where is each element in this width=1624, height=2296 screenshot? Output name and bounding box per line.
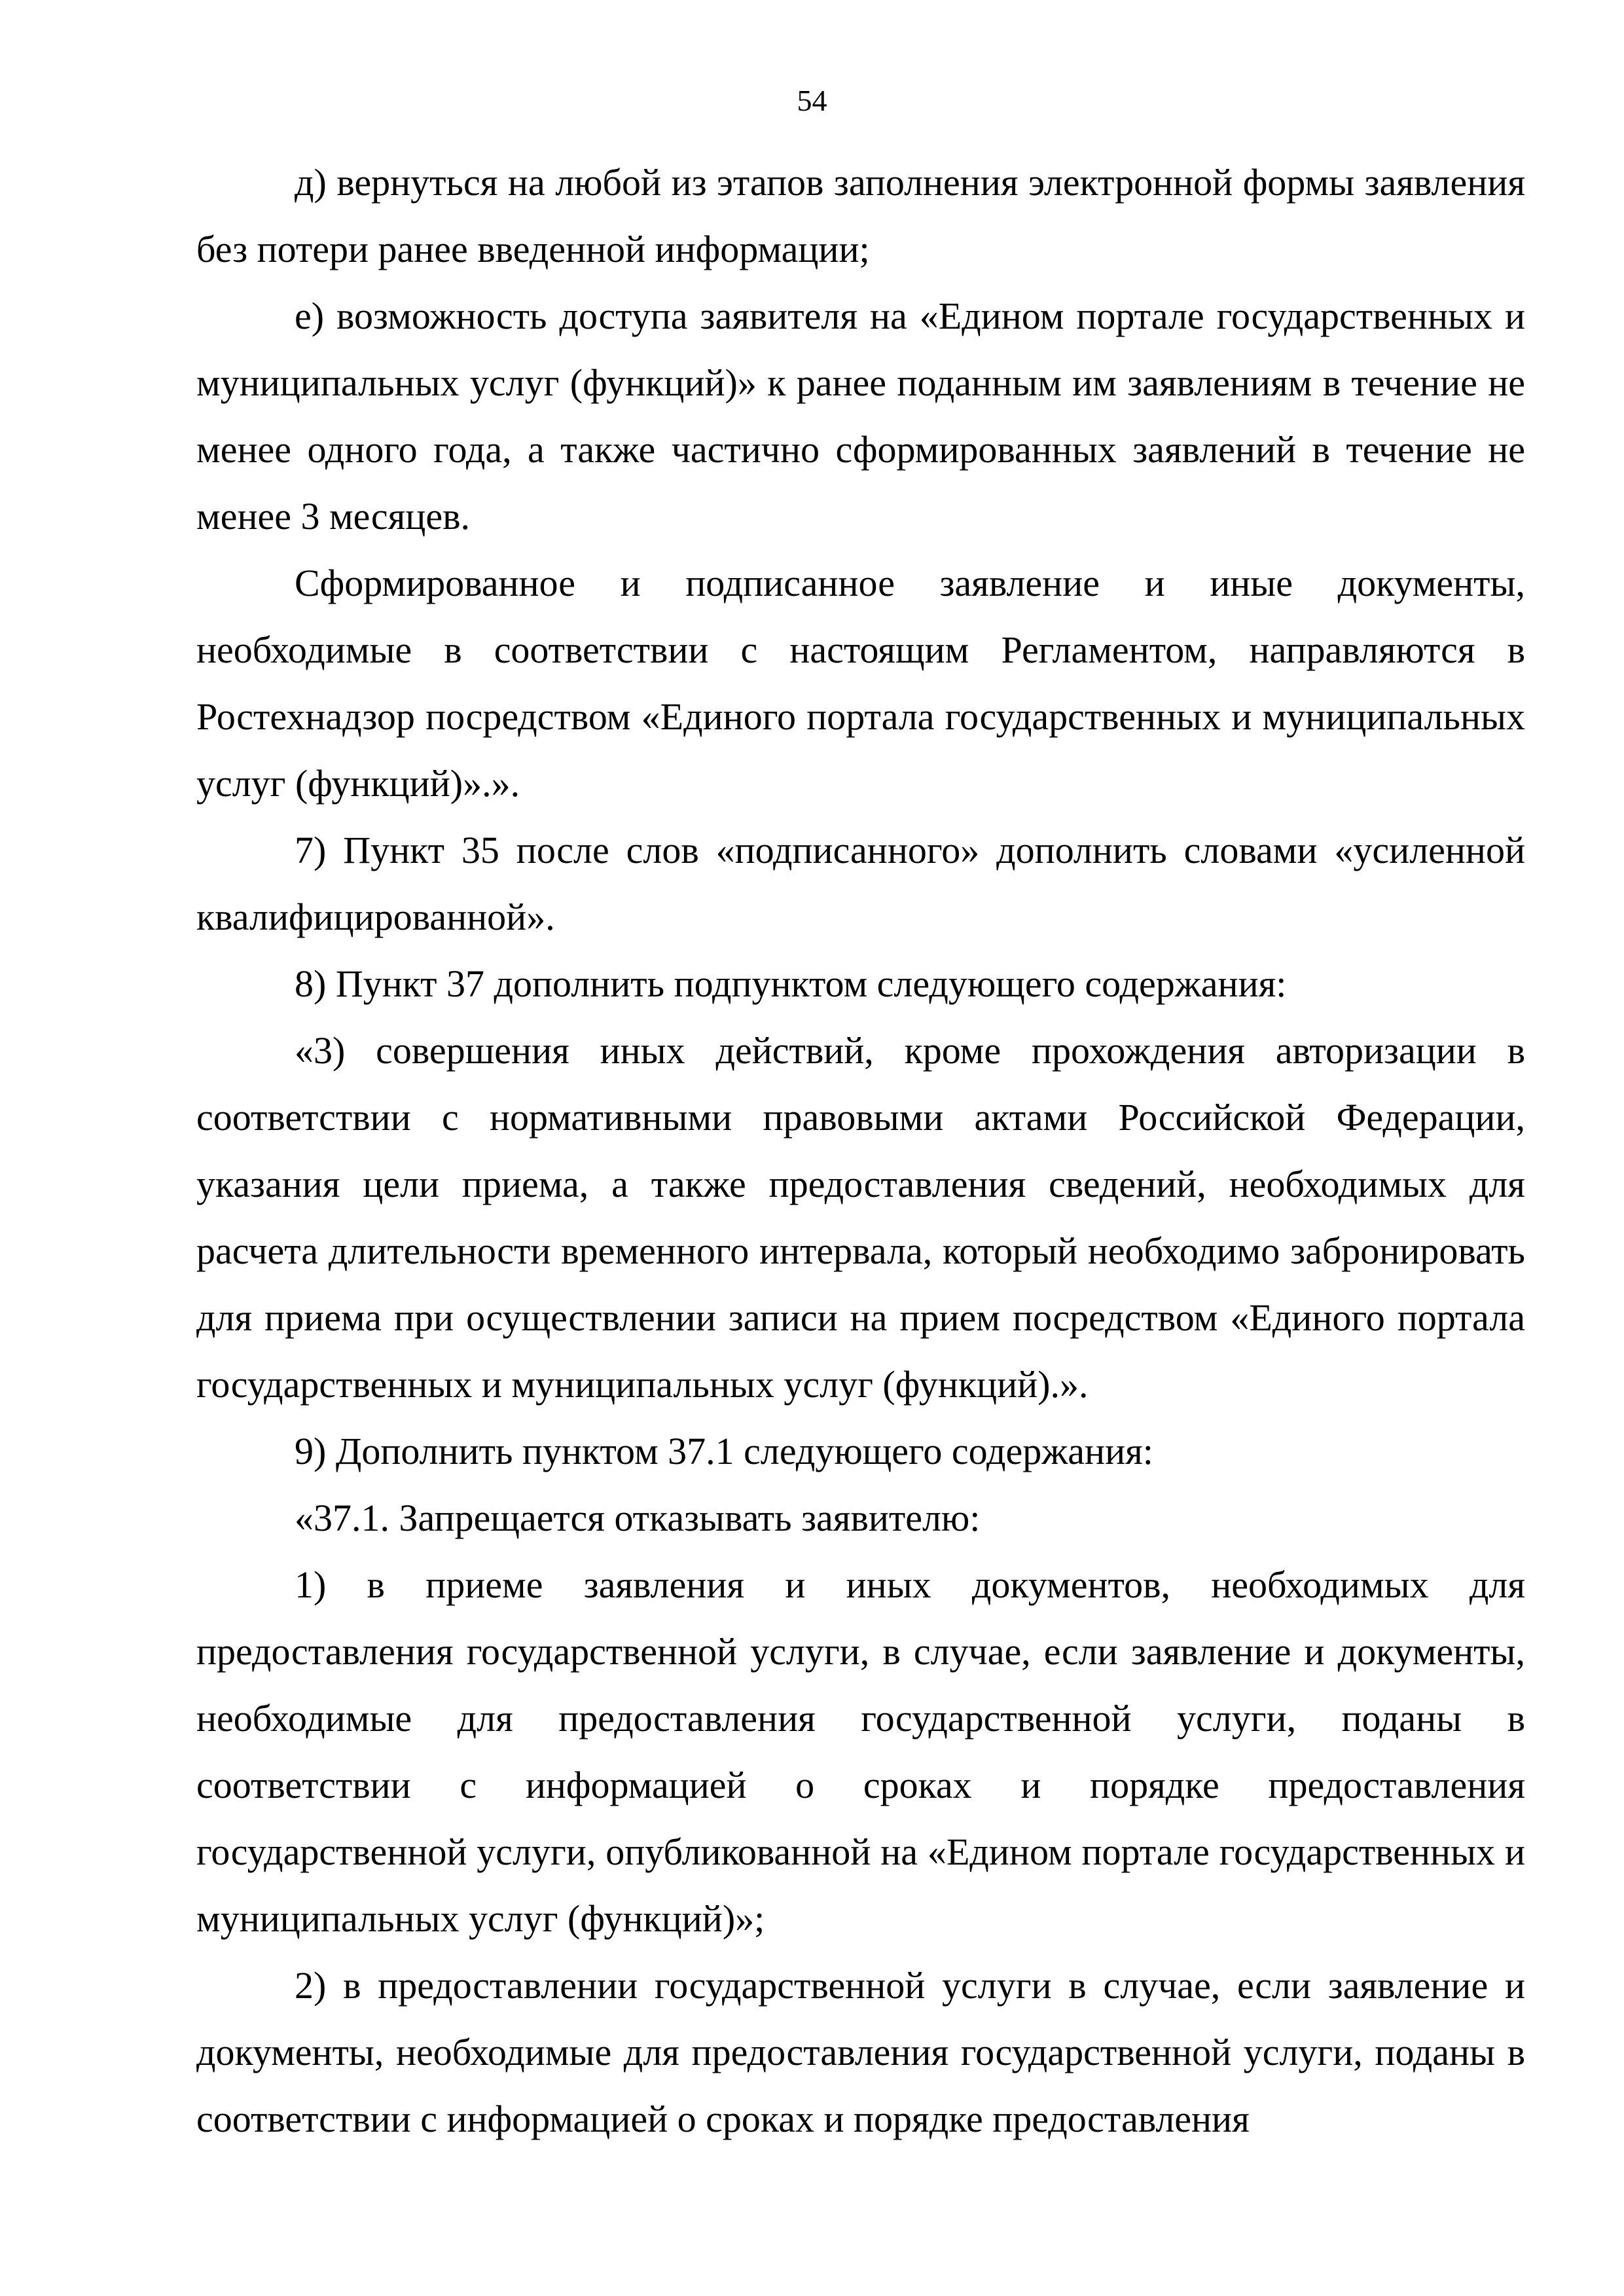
document-body: [196, 149, 1525, 2153]
page-number: 54: [797, 84, 827, 117]
paragraph-item-7: 7) Пункт 35 после слов «подписанного» дополнить словами «усиленной квалифицированной».: [196, 829, 1525, 938]
paragraph-submission: Сформированное и подписанное заявление и иные документы, необходимые в соответствии с настоящим Регламентом, направляются в Ростехнадзор посредством «Единого портала государственных и муниципальных услуг (функций)».».: [196, 562, 1525, 805]
paragraph-item-9: 9) Дополнить пунктом 37.1 следующего содержания:: [295, 1430, 1153, 1472]
paragraph-e: е) возможность доступа заявителя на «Едином портале государственных и муниципальных услуг (функций)» к ранее поданным им заявлениям в течение не менее одного года, а также частично сформированных заявлений в течение не менее 3 месяцев.: [196, 295, 1525, 538]
paragraph-37-1-item-2: 2) в предоставлении государственной услуги в случае, если заявление и документы, необходимые для предоставления государственной услуги, поданы в соответствии с информацией о сроках и порядке предоставления: [196, 1964, 1525, 2140]
paragraph-d: д) вернуться на любой из этапов заполнения электронной формы заявления без потери ранее введенной информации;: [196, 161, 1525, 270]
paragraph-subitem-3: «3) совершения иных действий, кроме прохождения авторизации в соответствии с нормативными правовыми актами Российской Федерации, указания цели приема, а также предоставления сведений, необходимых для расчета длительности временного интервала, который необходимо забронировать для приема при осуществлении записи на прием посредством «Единого портала государственных и муниципальных услуг (функций).».: [196, 1029, 1525, 1406]
paragraph-item-8: 8) Пункт 37 дополнить подпунктом следующего содержания:: [295, 962, 1287, 1005]
paragraph-37-1-item-1: 1) в приеме заявления и иных документов, необходимых для предоставления государственной услуги, в случае, если заявление и документы, необходимые для предоставления государственной услуги, поданы в соответствии с информацией о сроках и порядке предоставления государственной услуги, опубликованной на «Едином портале государственных и муниципальных услуг (функций)»;: [196, 1563, 1525, 1940]
paragraph-37-1: «37.1. Запрещается отказывать заявителю:: [295, 1497, 981, 1539]
